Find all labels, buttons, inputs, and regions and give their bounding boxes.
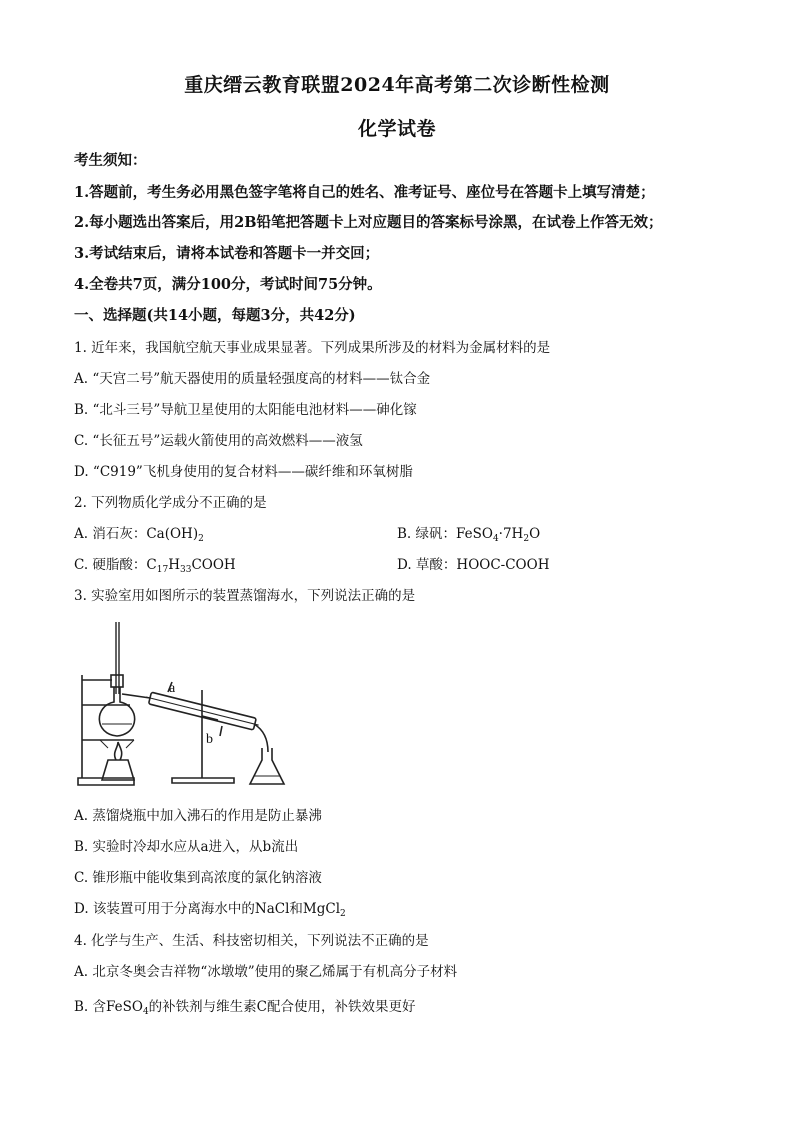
flask-side-arm xyxy=(122,694,150,698)
q3-option-c: C. 锥形瓶中能收集到高浓度的氯化钠溶液 xyxy=(74,870,322,886)
notice-item-4: 4.全卷共7页，满分100分，考试时间75分钟。 xyxy=(74,276,382,293)
notice-heading: 考生须知： xyxy=(74,152,147,169)
q4-option-a: A. 北京冬奥会吉祥物“冰墩墩”使用的聚乙烯属于有机高分子材料 xyxy=(74,964,458,980)
q1-stem: 1. 近年来，我国航空航天事业成果显著。下列成果所涉及的材料为金属材料的是 xyxy=(74,340,551,356)
conical-flask xyxy=(250,748,284,784)
distillation-apparatus-figure xyxy=(72,620,302,790)
q2-stem: 2. 下列物质化学成分不正确的是 xyxy=(74,495,267,511)
q2-option-d: D. 草酸：HOOC-COOH xyxy=(397,557,550,573)
q3-stem: 3. 实验室用如图所示的装置蒸馏海水，下列说法正确的是 xyxy=(74,588,416,604)
q3-option-d: D. 该装置可用于分离海水中的NaCl和MgCl$_2$ xyxy=(74,901,346,919)
left-stand-base xyxy=(78,778,134,785)
flask-stopper xyxy=(111,675,123,687)
q2-option-a: A. 消石灰：$Ca(OH)_2$ xyxy=(74,526,204,544)
exam-subtitle: 化学试卷 xyxy=(357,118,436,140)
q1-option-d: D. “C919”飞机身使用的复合材料——碳纤维和环氧树脂 xyxy=(74,464,413,480)
q1-option-a: A. “天宫二号”航天器使用的质量轻强度高的材料——钛合金 xyxy=(74,371,431,387)
notice-item-3: 3.考试结束后，请将本试卷和答题卡一并交回； xyxy=(74,245,380,262)
condenser-outlet-b xyxy=(220,726,222,736)
q1-option-c: C. “长征五号”运载火箭使用的高效燃料——液氢 xyxy=(74,433,363,449)
q1-option-b: B. “北斗三号”导航卫星使用的太阳能电池材料——砷化镓 xyxy=(74,402,417,418)
notice-item-2: 2.每小题选出答案后，用2B铅笔把答题卡上对应题目的答案标号涂黑，在试卷上作答无效； xyxy=(74,214,663,231)
exam-title: 重庆缙云教育联盟2024年高考第二次诊断性检测 xyxy=(184,74,610,96)
label-b: b xyxy=(206,732,213,747)
q4-option-b: B. 含FeSO$_4$的补铁剂与维生素C配合使用，补铁效果更好 xyxy=(74,999,416,1017)
q2-option-c: C. 硬脂酸：$C_{17}H_{33}COOH$ xyxy=(74,557,236,575)
middle-stand-base xyxy=(172,778,234,783)
notice-item-1: 1.答题前，考生务必用黑色签字笔将自己的姓名、准考证号、座位号在答题卡上填写清楚； xyxy=(74,184,655,201)
label-a: a xyxy=(169,681,176,696)
q2-option-b: B. 绿矾：$FeSO_4\cdot 7H_2O$ xyxy=(397,526,541,544)
section-heading: 一、选择题(共14小题，每题3分，共42分) xyxy=(74,307,356,324)
adapter xyxy=(254,724,268,752)
q3-option-a: A. 蒸馏烧瓶中加入沸石的作用是防止暴沸 xyxy=(74,808,322,824)
alcohol-lamp xyxy=(102,760,134,780)
q3-option-b: B. 实验时冷却水应从a进入，从b流出 xyxy=(74,839,299,855)
flame xyxy=(115,742,122,760)
q4-stem: 4. 化学与生产、生活、科技密切相关，下列说法不正确的是 xyxy=(74,933,429,949)
